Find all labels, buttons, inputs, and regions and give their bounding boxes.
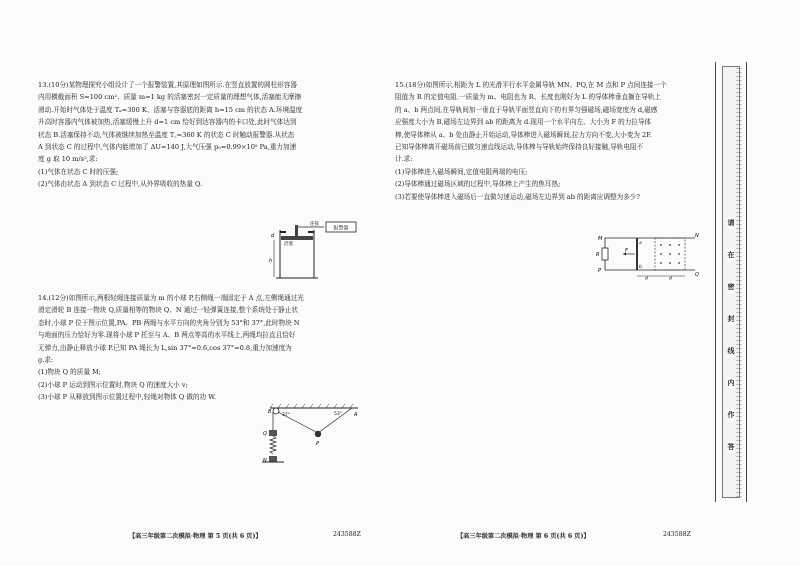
q15-subquestion: (2)导体棒通过磁场区域的过程中,导体棒上产生的焦耳热; <box>395 180 561 189</box>
q14-subquestion: (3)小球 P 从释放到图示位置过程中,轻绳对物体 Q 做的功 W. <box>38 393 216 402</box>
q13-line: 状态 B.活塞保持不动,气体被继续加热至温度 T꜀=360 K 的状态 C 时触动报警器.从状态 <box>38 130 295 139</box>
question-15 <box>395 79 703 203</box>
q15-subquestion: (3)若要使导体棒进入磁场后一直做匀速运动,磁场左边界到 ab 的距离应调整为多少? <box>395 192 640 201</box>
label-d-gap: d <box>645 276 648 280</box>
label-d-width: d <box>669 276 672 280</box>
q15-line: 的 a、b 两点间,在导轨间加一垂直于导轨平面竖直向下的有界匀强磁场,磁场宽度为 d,磁感 <box>395 105 658 114</box>
q14-subquestion: (2)小球 P 运动到图示位置时,物块 Q 的速度大小 v; <box>38 380 188 389</box>
block-N <box>269 456 277 462</box>
seal-note-char: 内 <box>727 379 735 387</box>
block-Q <box>269 430 277 436</box>
q14-line: 与地面的压力恰好为零.现将小球 P 托至与 A、B 两点等高的水平线上,两绳均拉直且恰好 <box>38 331 296 340</box>
q15-line: 已知导体棒离开磁场前已做匀速直线运动,导体棒与导轨始终保持良好接触,导轨电阻不 <box>395 143 644 152</box>
resistor-R <box>602 248 608 260</box>
exam-code-left: 243588Z <box>333 531 361 538</box>
q15-subquestion: (1)导体棒进入磁场瞬间,定值电阻两端的电压; <box>395 167 528 176</box>
footer-page-6: 【高三年级第二次模拟·物理 第 6 页(共 6 页)】 <box>457 533 590 540</box>
footer-page-5: 【高三年级第二次模拟·物理 第 5 页(共 6 页)】 <box>129 533 262 540</box>
label-P: P <box>316 441 320 447</box>
seal-note-char: 密 <box>727 283 735 291</box>
label-R: R <box>596 252 600 258</box>
q13-line: 内用横截面积 S=100 cm²、质量 m=1 kg 的活塞密封一定质量的理想气体,活塞能无摩擦 <box>38 93 302 102</box>
label-Q: Q <box>263 431 267 437</box>
q13-subquestion: (2)气体由状态 A 到状态 C 过程中,从外界吸收的热量 Q. <box>38 180 203 189</box>
q15-line: 阻值为 R 的定值电阻.一质量为 m、电阻也为 R、长度也刚好为 L 的导体棒垂直搁在导轨上 <box>395 93 662 102</box>
connect-label: 连接 <box>310 222 319 227</box>
q13-line: 升高时容器内气体被加热,活塞缓慢上升 d=1 cm 恰好到达容器内的卡口处,此时气体达到 <box>38 118 297 127</box>
q15-line: 15.(18分)如图所示,相距为 L 的光滑平行水平金属导轨 MN、PQ,在 M 点和 P 点间连接一个 <box>395 81 667 89</box>
ball-P <box>315 431 321 437</box>
q14-line: 滑定滑轮 B 连接一物块 Q,质量相等的物块 Q、N 通过一轻弹簧连接,整个系统处于静止状 <box>38 306 298 315</box>
angle-53: 53° <box>334 412 342 417</box>
label-N: N <box>263 458 267 464</box>
q13-line: 滑动.开始时气体处于温度 Tₐ=300 K、活塞与容器底的距离 h=15 cm 的状态 A.环境温度 <box>38 105 303 114</box>
label-B: B <box>268 409 272 415</box>
q14-figure <box>258 400 362 472</box>
seal-note-char: 在 <box>727 251 735 259</box>
q14-subquestion: (1)物块 Q 的质量 M; <box>38 368 101 377</box>
q14-line: 无弹力,由静止释放小球 P.已知 PA 绳长为 L,sin 37°=0.6,cos 37°=0.8,重力加速度为 <box>38 343 292 352</box>
seal-note-char: 线 <box>727 347 735 355</box>
h-label: h <box>269 258 273 264</box>
pulley-B <box>273 408 279 414</box>
seal-note-char: 请 <box>727 219 735 227</box>
q15-line: 计.求: <box>395 155 413 164</box>
piston-label: 活塞 <box>284 242 293 247</box>
spring <box>270 436 276 454</box>
piston-rod <box>295 225 298 236</box>
question-14 <box>38 292 365 404</box>
seal-note-char: 答 <box>727 443 735 451</box>
q13-figure <box>262 220 362 280</box>
d-label: d <box>271 233 275 239</box>
angle-37: 37° <box>282 413 290 418</box>
piston <box>281 236 313 240</box>
q14-line: 态时,小球 P 位于图示位置,PA、PB 两绳与水平方向的夹角分别为 53°和 37°,此时物块 N <box>38 318 300 327</box>
q15-line: 棒,使导体棒从 a、b 处由静止开始运动,导体棒进入磁场瞬间,拉力方向不变,大小变为 2F. <box>395 130 652 139</box>
label-b: b <box>639 265 642 270</box>
label-M: M <box>598 236 603 242</box>
alarm-label: 报警器 <box>333 225 349 232</box>
label-a: a <box>639 241 642 246</box>
label-P: P <box>598 268 602 274</box>
exam-code-right: 243588Z <box>663 531 691 538</box>
field-dots <box>660 244 680 264</box>
ceiling-hatch <box>270 404 353 408</box>
q13-line: 13.(10分)某物理探究小组设计了一个报警装置,其原理如图所示.在竖直放置的圆柱形容器 <box>38 81 297 89</box>
seal-note-char: 作 <box>727 411 735 419</box>
q14-line: 14.(12分)如图所示,两根轻绳连接质量为 m 的小球 P,右侧绳一端固定于 A 点,左侧绳通过光 <box>38 294 304 302</box>
binding-strip <box>722 66 740 498</box>
binding-margin <box>715 62 747 502</box>
binding-line <box>736 67 742 497</box>
q14-line: g.求: <box>38 356 54 365</box>
q13-line: A 到状态 C 的过程中,气体内能增加了 ΔU=140 J,大气压强 p₀=0.99×10⁵ Pa,重力加速 <box>38 143 297 152</box>
label-F: F <box>625 248 628 254</box>
label-A: A <box>354 412 358 418</box>
q13-line: 度 g 取 10 m/s²,求: <box>38 155 98 164</box>
label-N: N <box>695 233 699 239</box>
q13-subquestion: (1)气体在状态 C 时的压强; <box>38 167 119 176</box>
label-Q: Q <box>695 272 699 278</box>
question-13 <box>38 79 365 191</box>
q15-figure <box>595 232 699 280</box>
q15-line: 应强度大小为 B,磁场左边界到 ab 的距离为 d.现用一个水平向左、大小为 F 的力拉导体 <box>395 118 652 127</box>
seal-note-char: 封 <box>727 315 735 323</box>
